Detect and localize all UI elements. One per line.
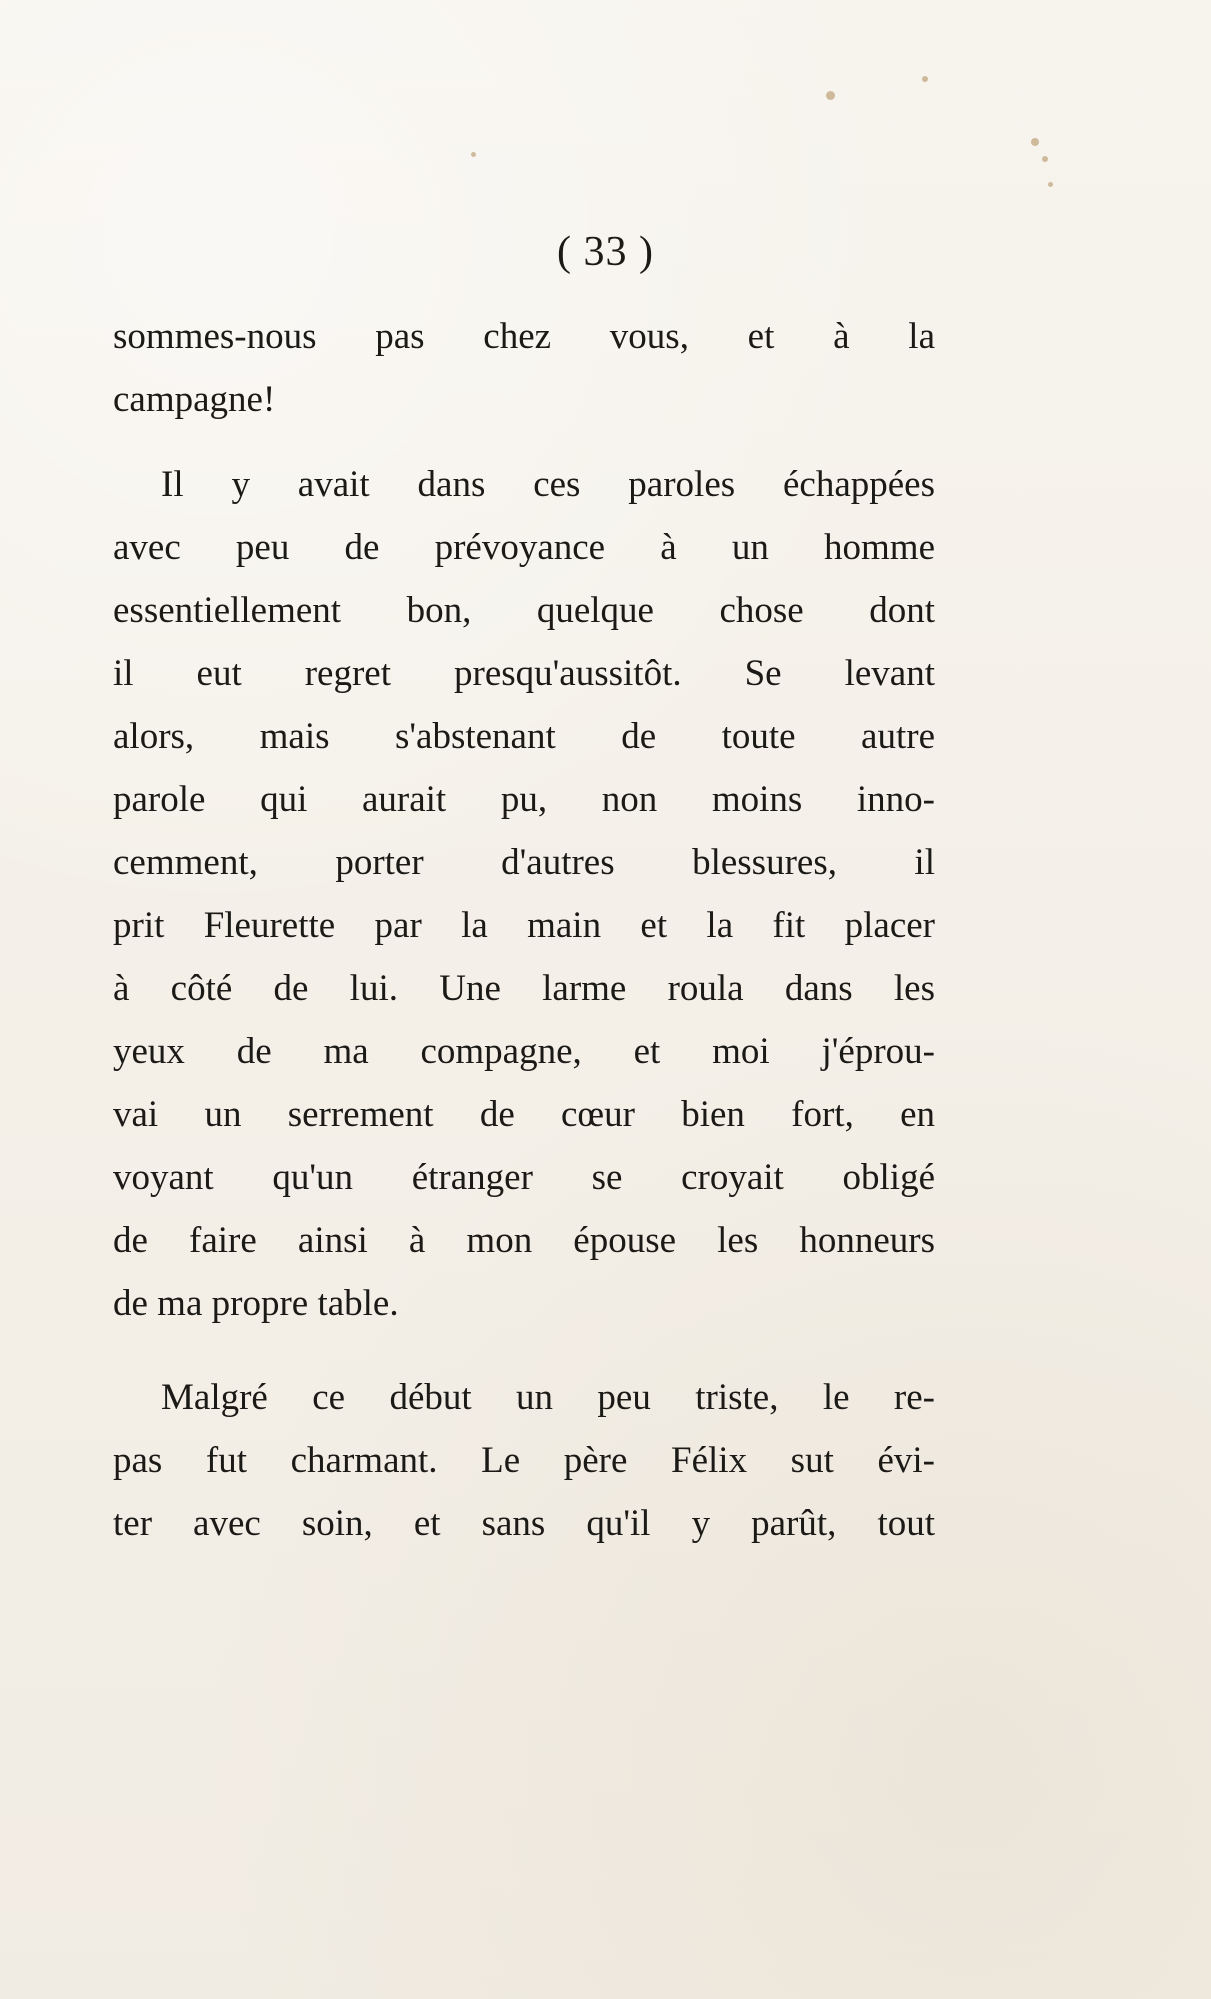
text-line: alors, mais s'abstenant de toute autre: [113, 716, 935, 757]
text-line: sommes-nous pas chez vous, et à la: [113, 316, 935, 357]
text-line: à côté de lui. Une larme roula dans les: [113, 968, 935, 1009]
text-line: il eut regret presqu'aussitôt. Se levant: [113, 653, 935, 694]
text-line: de ma propre table.: [113, 1283, 399, 1324]
text-line: cemment, porter d'autres blessures, il: [113, 842, 935, 883]
text-line: voyant qu'un étranger se croyait obligé: [113, 1157, 935, 1198]
text-line: campagne!: [113, 379, 276, 420]
text-line: yeux de ma compagne, et moi j'éprou-: [113, 1031, 935, 1072]
paragraph: [113, 305, 935, 431]
text-line: Malgré ce début un peu triste, le re-: [161, 1377, 935, 1418]
text-line: essentiellement bon, quelque chose dont: [113, 590, 935, 631]
paragraph: [113, 1366, 935, 1555]
text-line: vai un serrement de cœur bien fort, en: [113, 1094, 935, 1135]
text-line: avec peu de prévoyance à un homme: [113, 527, 935, 568]
page-number: ( 33 ): [557, 229, 654, 275]
text-line: ter avec soin, et sans qu'il y parût, tout: [113, 1503, 935, 1544]
text-line: de faire ainsi à mon épouse les honneurs: [113, 1220, 935, 1261]
paragraph: [113, 453, 935, 1335]
text-line: parole qui aurait pu, non moins inno-: [113, 779, 935, 820]
page-text: [113, 305, 935, 1555]
text-line: pas fut charmant. Le père Félix sut évi-: [113, 1440, 935, 1481]
text-line: prit Fleurette par la main et la fit placer: [113, 905, 935, 946]
text-line: Il y avait dans ces paroles échappées: [161, 464, 935, 505]
